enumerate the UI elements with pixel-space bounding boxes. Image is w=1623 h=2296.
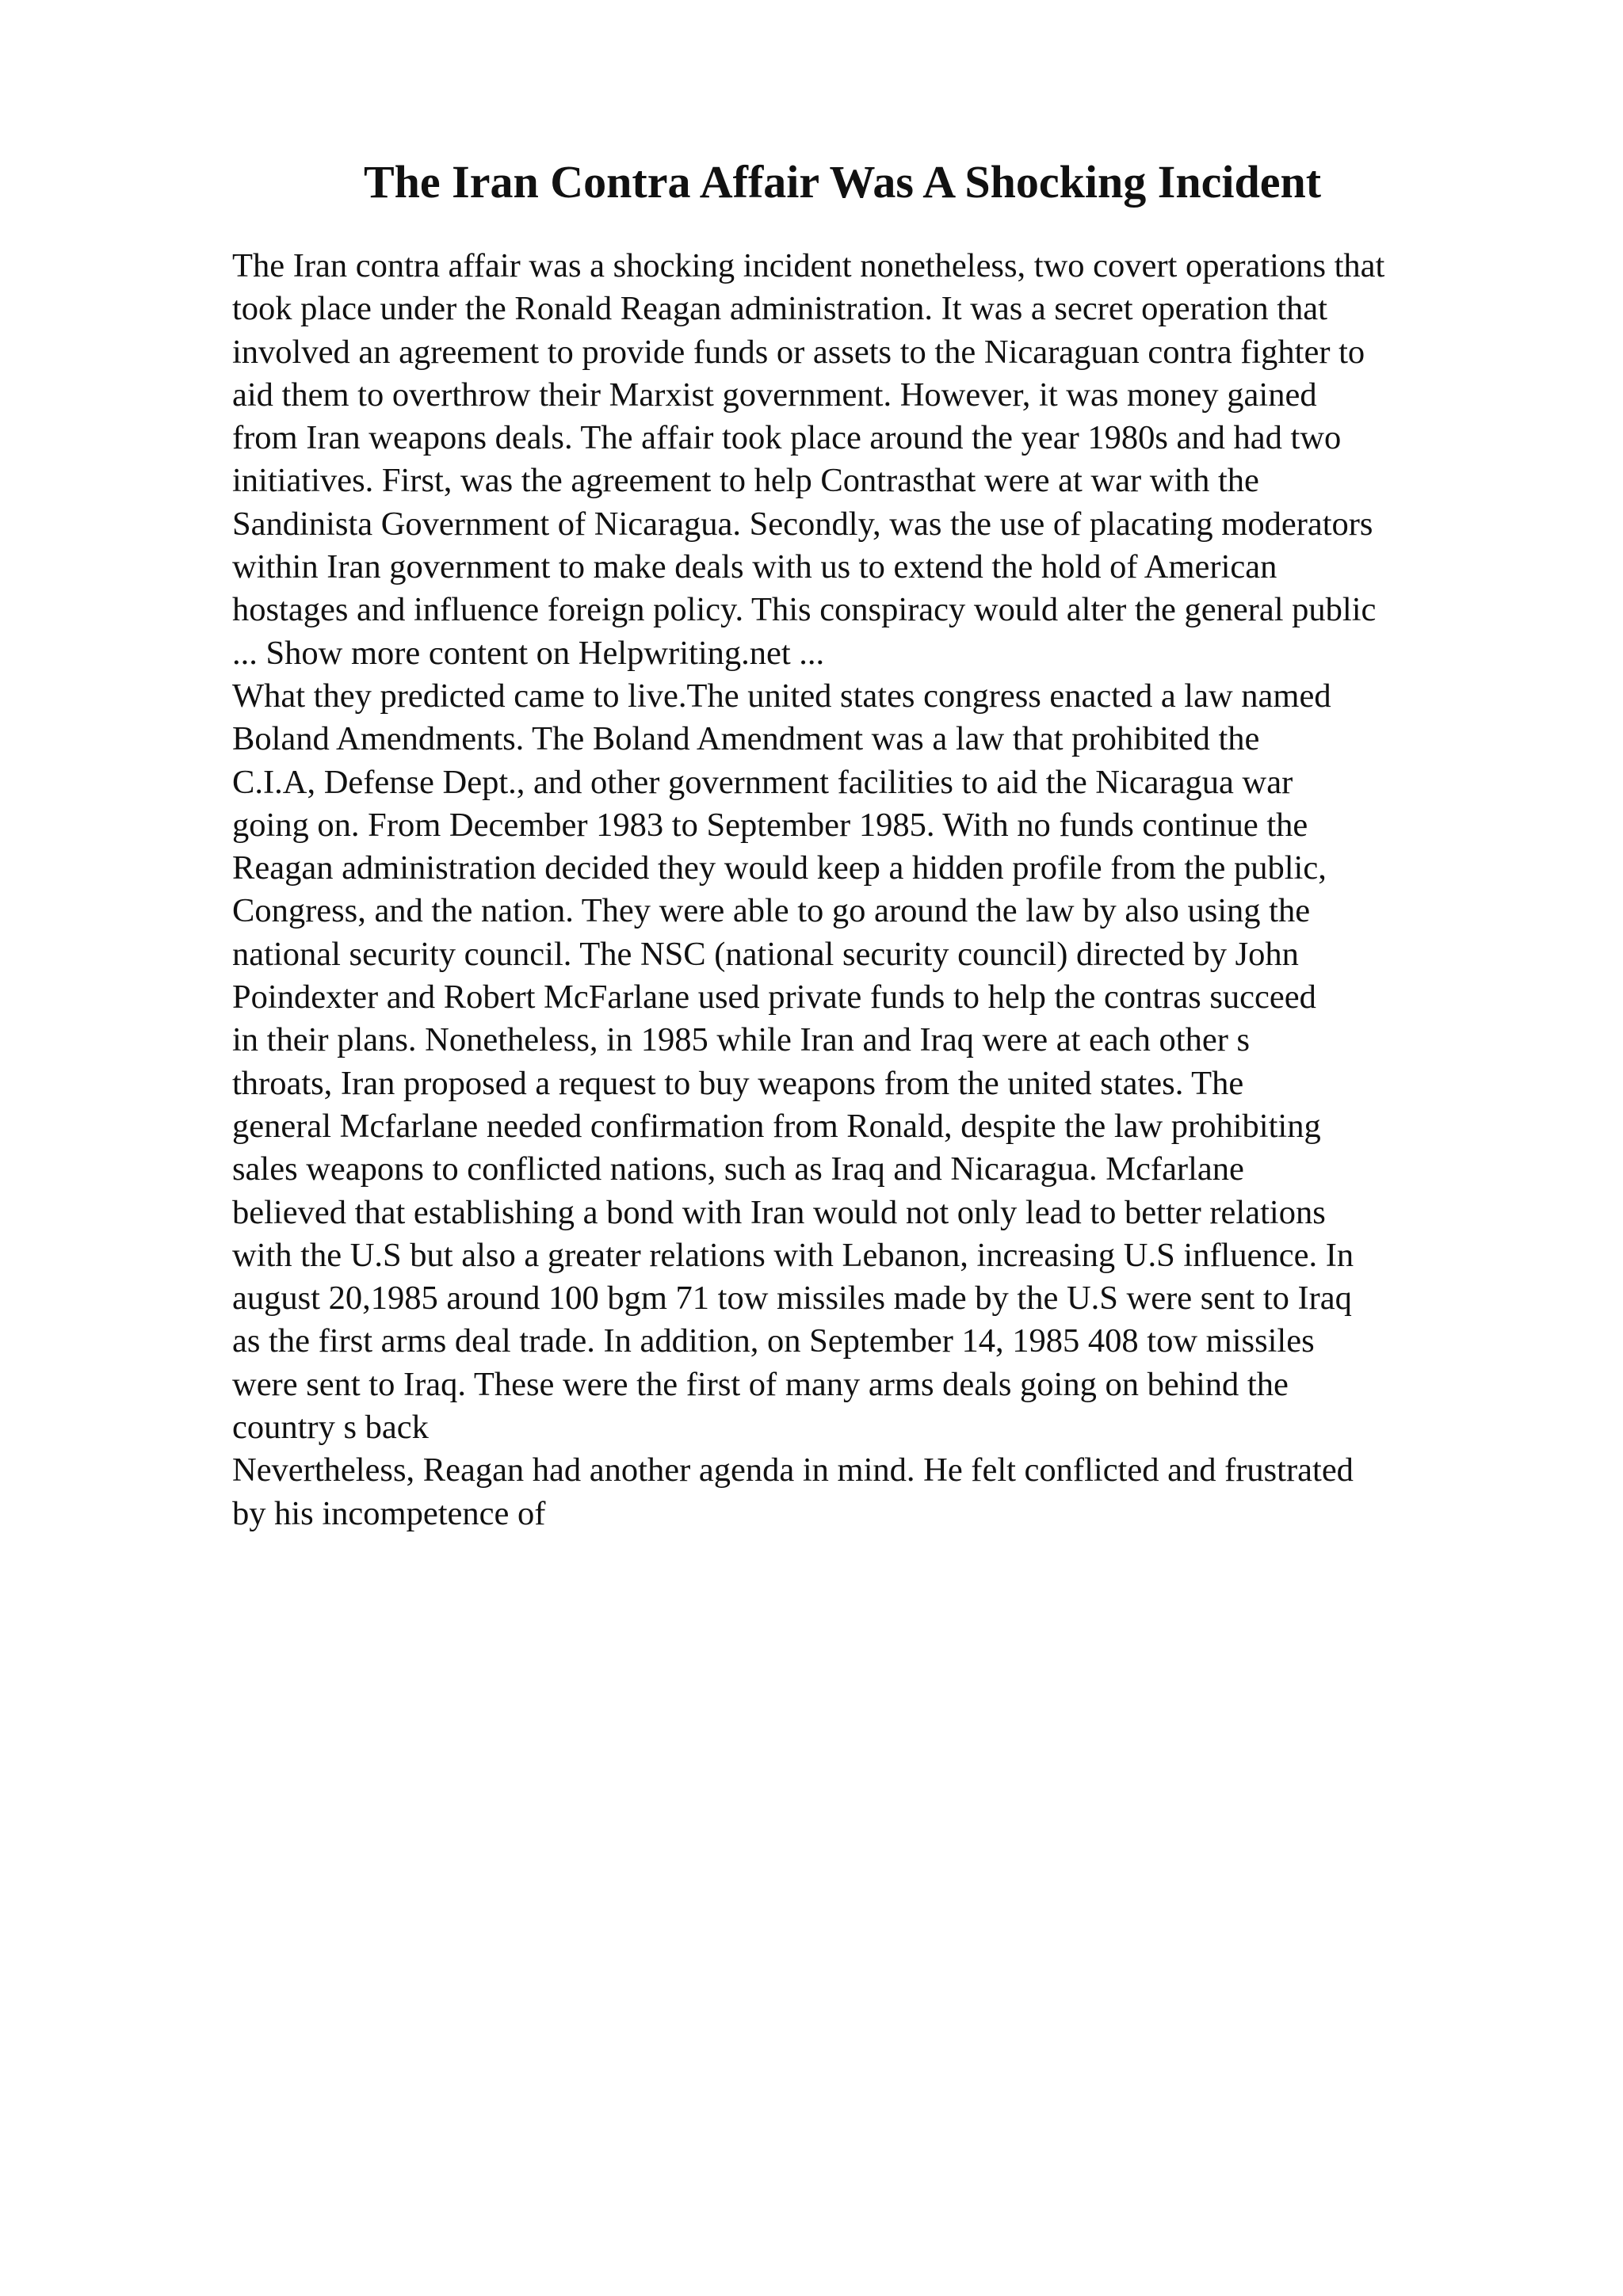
body-line: The Iran contra affair was a shocking incident nonetheless, two covert operations that — [232, 247, 1385, 284]
body-line: with the U.S but also a greater relations with Lebanon, increasing U.S influence. In — [232, 1236, 1354, 1274]
body-line: sales weapons to conflicted nations, such as Iraq and Nicaragua. Mcfarlane — [232, 1150, 1244, 1188]
body-line: aid them to overthrow their Marxist government. However, it was money gained — [232, 376, 1317, 414]
body-line: national security council. The NSC (national security council) directed by John — [232, 935, 1299, 973]
body-line: Nevertheless, Reagan had another agenda in mind. He felt conflicted and frustrated — [232, 1451, 1354, 1489]
body-line: from Iran weapons deals. The affair took place around the year 1980s and had two — [232, 419, 1342, 457]
body-line: C.I.A, Defense Dept., and other government facilities to aid the Nicaragua war — [232, 763, 1293, 801]
body-line: Boland Amendments. The Boland Amendment was a law that prohibited the — [232, 720, 1260, 758]
body-line: What they predicted came to live.The united states congress enacted a law named — [232, 677, 1331, 715]
body-line: involved an agreement to provide funds or assets to the Nicaraguan contra fighter to — [232, 333, 1365, 371]
body-line: were sent to Iraq. These were the first of many arms deals going on behind the — [232, 1365, 1289, 1403]
body-line: by his incompetence of — [232, 1494, 546, 1532]
body-line: going on. From December 1983 to September 1985. With no funds continue the — [232, 806, 1308, 844]
body-line: initiatives. First, was the agreement to help Contrasthat were at war with the — [232, 462, 1259, 500]
body-line: Reagan administration decided they would keep a hidden profile from the public, — [232, 849, 1327, 887]
body-line: Sandinista Government of Nicaragua. Secondly, was the use of placating moderators — [232, 505, 1373, 543]
body-line: within Iran government to make deals with us to extend the hold of American — [232, 548, 1277, 586]
body-line: took place under the Ronald Reagan administration. It was a secret operation that — [232, 290, 1327, 328]
body-line: hostages and influence foreign policy. This conspiracy would alter the general public — [232, 591, 1377, 629]
document-body — [232, 245, 1579, 1535]
body-line: Congress, and the nation. They were able to go around the law by also using the — [232, 892, 1311, 930]
body-line: as the first arms deal trade. In addition, on September 14, 1985 408 tow missiles — [232, 1322, 1315, 1360]
body-line: believed that establishing a bond with Iran would not only lead to better relations — [232, 1193, 1326, 1231]
body-line: country s back — [232, 1409, 429, 1447]
body-line: throats, Iran proposed a request to buy weapons from the united states. The — [232, 1064, 1244, 1102]
document-title: The Iran Contra Affair Was A Shocking Incident — [363, 156, 1322, 208]
show-more-line: ... Show more content on Helpwriting.net ... — [232, 634, 825, 672]
body-line: general Mcfarlane needed confirmation from Ronald, despite the law prohibiting — [232, 1107, 1321, 1145]
body-line: august 20,1985 around 100 bgm 71 tow missiles made by the U.S were sent to Iraq — [232, 1280, 1352, 1318]
body-line: Poindexter and Robert McFarlane used private funds to help the contras succeed — [232, 978, 1316, 1016]
body-line: in their plans. Nonetheless, in 1985 while Iran and Iraq were at each other s — [232, 1021, 1251, 1059]
